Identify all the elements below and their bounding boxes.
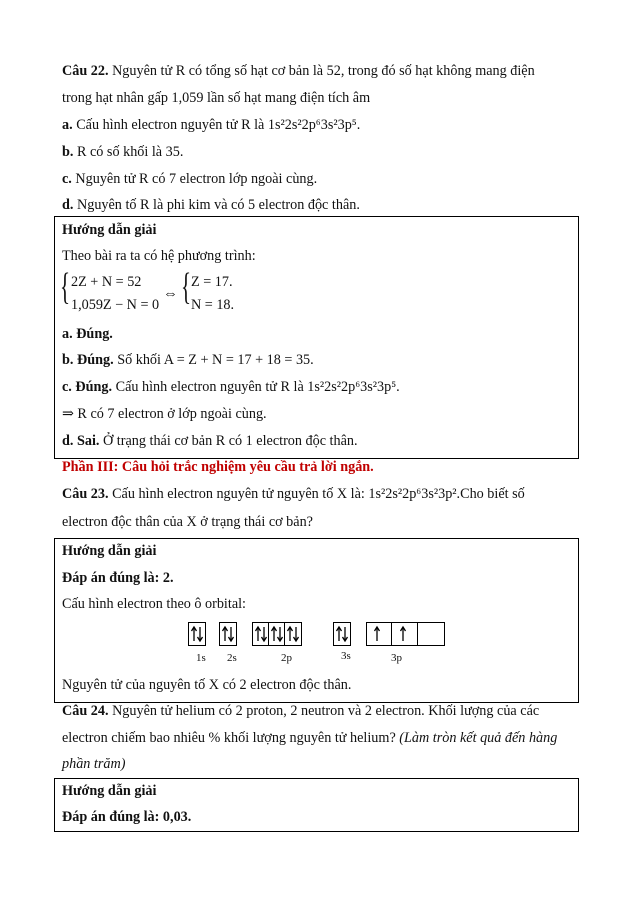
q23-text1: Cấu hình electron nguyên tử nguyên tố X là: 1s²2s²2p⁶3s²3p².Cho biết số — [108, 486, 525, 502]
sol22-res2: N = 18. — [191, 297, 235, 313]
electron-up-icon — [367, 623, 392, 645]
left-brace-icon: { — [60, 266, 71, 308]
orbital-3s — [333, 622, 351, 646]
q22-option-b — [62, 143, 183, 161]
electron-pair-icon — [253, 623, 269, 645]
sol24-title: Hướng dẫn giải — [62, 783, 157, 799]
sol22-d-label: d. Sai. — [62, 433, 100, 449]
q22-b-text: R có số khối là 35. — [73, 144, 184, 160]
electron-pair-icon — [220, 623, 236, 645]
q22-label: Câu 22. — [62, 63, 109, 79]
q22-text2: trong hạt nhân gấp 1,059 lần số hạt mang điện tích âm — [62, 90, 371, 106]
sol22-c-text: Cấu hình electron nguyên tử R là 1s²2s²2p⁶3s²3p⁵. — [112, 379, 400, 395]
sol22-res1: Z = 17. — [191, 274, 233, 290]
orbital-2s — [219, 622, 237, 646]
sol24-answer: Đáp án đúng là: 0,03. — [62, 809, 192, 825]
q24-line2 — [62, 729, 557, 747]
electron-pair-icon — [189, 623, 205, 645]
q24-label: Câu 24. — [62, 703, 109, 719]
sol22-d-text: Ở trạng thái cơ bản R có 1 electron độc thân. — [99, 433, 358, 449]
orbital-1s — [188, 622, 206, 646]
q22-a-label: a. — [62, 117, 73, 133]
q22-option-d — [62, 196, 360, 214]
orbital-3p — [366, 622, 445, 646]
q22-option-a — [62, 116, 360, 134]
q24-note2: phần trăm) — [62, 756, 126, 772]
right-brace-icon: { — [181, 266, 192, 308]
sol23-orbital-intro: Cấu hình electron theo ô orbital: — [62, 596, 246, 612]
q23-line1 — [62, 485, 525, 503]
orbital-label-3s: 3s — [341, 650, 351, 662]
sol22-b-text: Số khối A = Z + N = 17 + 18 = 35. — [113, 352, 314, 368]
sol22-b-label: b. Đúng. — [62, 352, 114, 368]
sol22-c-label: c. Đúng. — [62, 379, 113, 395]
q22-a-text: Cấu hình electron nguyên tử R là 1s²2s²2p⁶3s²3p⁵. — [72, 117, 361, 133]
empty-orbital-cell — [418, 623, 444, 645]
q22-c-text: Nguyên tử R có 7 electron lớp ngoài cùng. — [71, 171, 318, 187]
q24-text2: electron chiếm bao nhiêu % khối lượng nguyên tử helium? — [62, 730, 396, 746]
electron-pair-icon — [285, 623, 301, 645]
orbital-label-2p: 2p — [281, 652, 292, 664]
q23-label: Câu 23. — [62, 486, 109, 502]
q23-text2: electron độc thân của X ở trạng thái cơ bản? — [62, 514, 313, 530]
sol22-implies: ⇒ R có 7 electron ở lớp ngoài cùng. — [62, 406, 267, 422]
sol22-a: a. Đúng. — [62, 326, 113, 342]
sol23-answer: Đáp án đúng là: 2. — [62, 570, 174, 586]
sol22-d — [62, 432, 358, 450]
sol22-eq2: 1,059Z − N = 0 — [71, 297, 160, 313]
sol23-title: Hướng dẫn giải — [62, 543, 157, 559]
q24-line1 — [62, 702, 539, 720]
sol23-conclusion: Nguyên tử của nguyên tố X có 2 electron độc thân. — [62, 677, 352, 693]
q22-option-c — [62, 170, 317, 188]
sol22-title: Hướng dẫn giải — [62, 222, 157, 238]
q24-note1: (Làm tròn kết quả đến hàng — [395, 730, 558, 746]
sol22-intro: Theo bài ra ta có hệ phương trình: — [62, 248, 256, 264]
q22-d-label: d. — [62, 197, 74, 213]
orbital-label-3p: 3p — [391, 652, 402, 664]
equivalence-arrow: ⇔ — [163, 286, 178, 302]
part3-heading: Phần III: Câu hỏi trắc nghiệm yêu cầu trả lời ngắn. — [62, 459, 374, 475]
orbital-label-1s: 1s — [196, 652, 206, 664]
q22-b-label: b. — [62, 144, 74, 160]
orbital-label-2s: 2s — [227, 652, 237, 664]
sol22-eq1: 2Z + N = 52 — [71, 274, 142, 290]
q22-text1: Nguyên tử R có tổng số hạt cơ bản là 52, trong đó số hạt không mang điện — [108, 63, 535, 79]
sol22-c — [62, 378, 400, 396]
electron-pair-icon — [269, 623, 285, 645]
sol22-b — [62, 351, 314, 369]
q22-line1 — [62, 62, 535, 80]
q22-d-text: Nguyên tố R là phi kim và có 5 electron độc thân. — [73, 197, 360, 213]
electron-up-icon — [392, 623, 418, 645]
orbital-2p — [252, 622, 302, 646]
q22-c-label: c. — [62, 171, 72, 187]
electron-pair-icon — [334, 623, 350, 645]
q24-text1: Nguyên tử helium có 2 proton, 2 neutron và 2 electron. Khối lượng của các — [108, 703, 540, 719]
